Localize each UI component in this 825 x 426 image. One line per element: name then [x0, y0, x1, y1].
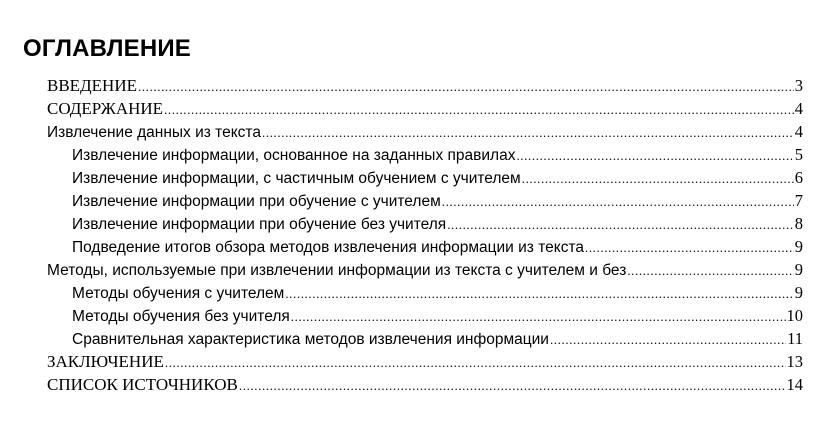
toc-page-number: 3	[794, 76, 803, 95]
toc-dot-leader	[442, 191, 794, 213]
toc-entry-text: Извлечение информации при обучение с учителем	[72, 193, 441, 210]
toc-page-number: 4	[794, 122, 803, 141]
toc-dot-leader	[165, 352, 786, 374]
toc-entry-text: СПИСОК ИСТОЧНИКОВ	[47, 375, 238, 394]
toc-page-number: 6	[794, 168, 803, 187]
toc-entry-text: Извлечение данных из текста	[47, 124, 261, 141]
toc-entry-text: ВВЕДЕНИЕ	[47, 76, 137, 95]
toc-entry-text: Методы, используемые при извлечении информации из текста с учителем и без	[47, 262, 627, 279]
toc-entry-supervised-extraction[interactable]	[72, 190, 803, 212]
toc-entry-text: Извлечение информации, с частичным обучением с учителем	[72, 170, 521, 187]
toc-page-number: 8	[794, 214, 803, 233]
toc-entry-data-extraction[interactable]	[47, 121, 803, 143]
toc-entry-text: Методы обучения с учителем	[72, 285, 285, 302]
toc-entry-unsupervised-extraction[interactable]	[72, 213, 803, 235]
toc-title: ОГЛАВЛЕНИЕ	[23, 35, 192, 62]
toc-dot-leader	[627, 260, 793, 282]
toc-entry-semi-supervised-extraction[interactable]	[72, 167, 803, 189]
toc-entry-introduction[interactable]	[47, 75, 803, 97]
toc-entry-supervised-methods[interactable]	[72, 282, 803, 304]
toc-page-number: 11	[787, 329, 803, 348]
toc-entry-contents[interactable]	[47, 98, 803, 120]
toc-page-number: 4	[794, 99, 803, 118]
toc-entry-text: Методы обучения без учителя	[72, 308, 290, 325]
toc-page-number: 9	[794, 237, 803, 256]
toc-entry-review-summary[interactable]	[72, 236, 803, 258]
toc-page-number: 13	[786, 352, 803, 371]
toc-entry-text: Подведение итогов обзора методов извлечения информации из текста	[72, 239, 584, 256]
toc-page-number: 9	[794, 283, 803, 302]
toc-entry-text: ЗАКЛЮЧЕНИЕ	[47, 352, 164, 371]
toc-dot-leader	[447, 214, 794, 236]
toc-entry-text: СОДЕРЖАНИЕ	[47, 99, 164, 118]
toc-entry-text: Извлечение информации, основанное на заданных правилах	[72, 147, 516, 164]
toc-entry-methods[interactable]	[47, 259, 803, 281]
toc-dot-leader	[138, 76, 794, 98]
toc-dot-leader	[550, 329, 786, 351]
toc-dot-leader	[285, 283, 793, 305]
toc-entry-unsupervised-methods[interactable]	[72, 305, 803, 327]
toc-dot-leader	[239, 375, 786, 397]
toc-entry-text: Извлечение информации при обучение без учителя	[72, 216, 447, 233]
toc-dot-leader	[516, 145, 793, 167]
toc-dot-leader	[164, 99, 794, 121]
toc-entry-rule-based-extraction[interactable]	[72, 144, 803, 166]
toc-page-number: 9	[794, 260, 803, 279]
toc-entry-methods-comparison[interactable]	[72, 328, 803, 350]
toc-page-number: 5	[794, 145, 803, 164]
toc-page-number: 10	[786, 306, 803, 325]
toc-dot-leader	[585, 237, 794, 259]
toc-dot-leader	[291, 306, 786, 328]
toc-entry-conclusion[interactable]	[47, 351, 803, 373]
toc-dot-leader	[522, 168, 794, 190]
toc-entry-text: Сравнительная характеристика методов извлечения информации	[72, 331, 549, 348]
toc-entry-references[interactable]	[47, 374, 803, 396]
toc-dot-leader	[262, 122, 794, 144]
toc-page-number: 14	[786, 375, 803, 394]
toc-page-number: 7	[794, 191, 803, 210]
